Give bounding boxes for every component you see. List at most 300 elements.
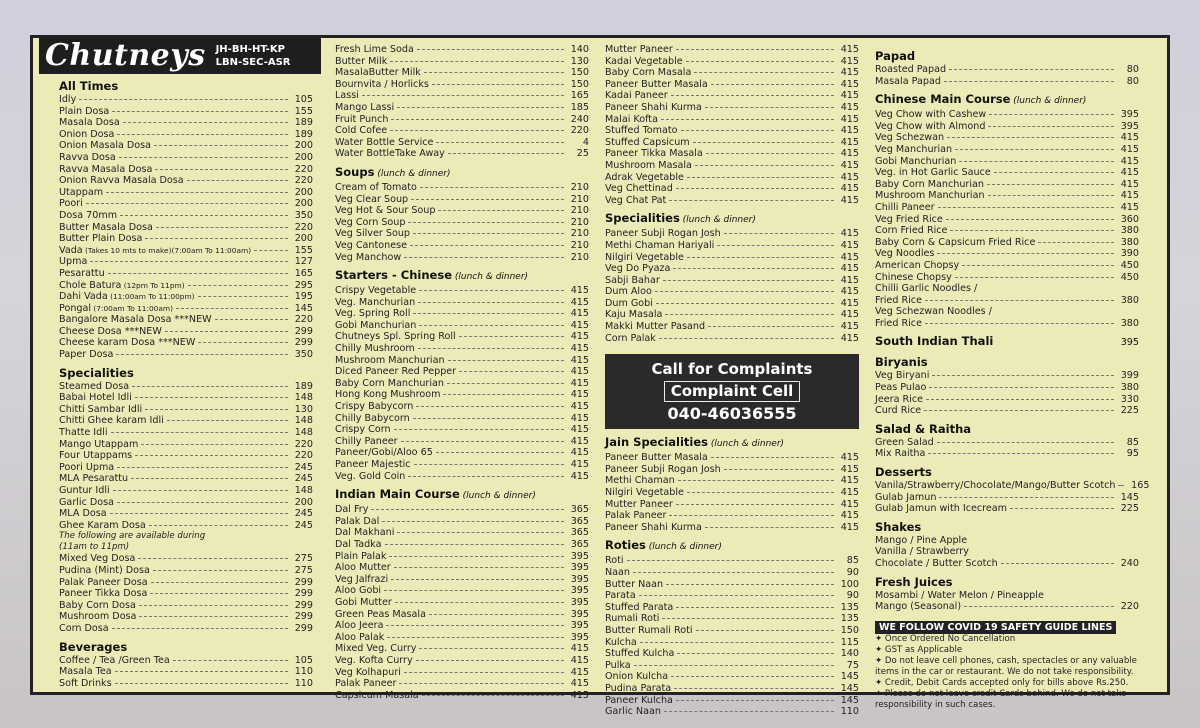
complaint-phone[interactable]: 040-46036555 [667, 404, 797, 424]
item-price: 415 [840, 251, 859, 263]
dot-leader [695, 165, 834, 166]
dot-leader [187, 180, 288, 181]
item-name: MasalaButter Milk [335, 67, 421, 79]
item-name: Capsicum Masala [335, 689, 419, 701]
dot-leader [687, 492, 834, 493]
menu-item [605, 499, 859, 511]
item-price: 110 [840, 706, 859, 718]
menu-item [335, 574, 589, 586]
menu-item [335, 228, 589, 240]
item-name: Lassi [335, 90, 359, 102]
menu-item [59, 175, 313, 187]
item-price: 150 [570, 67, 589, 79]
menu-item [59, 381, 313, 393]
section-heading [875, 49, 1139, 64]
menu-item [59, 678, 313, 690]
item-price: 415 [570, 343, 589, 355]
menu-item [605, 510, 859, 522]
item-name: Chilly Mushroom [335, 343, 415, 355]
item-name: Chitti Ghee karam Idli [59, 415, 164, 427]
complaint-cell-label: Complaint Cell [664, 381, 801, 402]
item-price: 189 [294, 128, 313, 140]
dot-leader [711, 457, 834, 458]
branch-codes: JH-BH-HT-KP LBN-SEC-ASR [215, 44, 291, 68]
item-price: 220 [1120, 601, 1139, 613]
covid-note: ✦ Please do not leave credit Cards behind. We do not take responsibility in such cases. [875, 688, 1127, 710]
menu-item [605, 590, 859, 602]
item-price: 220 [294, 438, 313, 450]
dot-leader [418, 302, 564, 303]
menu-item [59, 314, 313, 326]
item-price: 395 [570, 573, 589, 585]
menu-item [605, 660, 859, 672]
item-price: 415 [840, 498, 859, 510]
dot-leader [964, 606, 1114, 607]
menu-item [335, 585, 589, 597]
item-name: Paneer Majestic [335, 459, 411, 470]
item-name: Cheese Dosa ***NEW [59, 325, 162, 337]
item-name: Veg Jalfrazi [335, 573, 389, 585]
item-price: 415 [840, 475, 859, 487]
dot-leader [138, 558, 288, 559]
item-price: 415 [840, 90, 859, 102]
item-name: Methi Chaman [605, 475, 675, 487]
dot-leader [362, 95, 564, 96]
dot-leader [459, 336, 564, 337]
item-price: 415 [570, 401, 589, 413]
menu-item [335, 667, 589, 679]
menu-item [335, 366, 589, 378]
menu-item [59, 553, 313, 565]
menu-item [605, 79, 859, 91]
covid-note: ✦ Credit, Debit Cards accepted only for bills above Rs.250. [875, 677, 1129, 688]
dot-leader [946, 219, 1114, 220]
item-name: Garlic Dosa [59, 496, 115, 508]
menu-item [335, 56, 589, 68]
item-name: Nilgiri Vegetable [605, 487, 684, 499]
item-name: Pulka [605, 659, 631, 671]
dot-leader [676, 700, 834, 701]
menu-item [875, 64, 1139, 76]
item-name: Chinese Chopsy [875, 271, 952, 283]
dot-leader [108, 273, 288, 274]
item-price: 210 [570, 205, 589, 217]
item-price: 415 [570, 354, 589, 366]
item-name: Ravva Masala Dosa [59, 163, 153, 175]
item-price: 299 [294, 576, 313, 588]
dot-leader [694, 72, 834, 73]
item-price: 148 [294, 392, 313, 404]
menu-item [59, 349, 313, 361]
item-name: Crispy Corn [335, 424, 391, 436]
dot-leader [111, 432, 288, 433]
item-price: 299 [294, 622, 313, 634]
item-name: Ghee Karam Dosa [59, 519, 146, 531]
menu-item [605, 452, 859, 464]
item-price: 80 [1126, 75, 1139, 87]
item-price: 390 [1120, 248, 1139, 260]
item-price: 90 [846, 590, 859, 602]
item-price: 415 [570, 308, 589, 320]
item-name: Gobi Manchurian [875, 155, 957, 167]
dot-leader [925, 323, 1114, 324]
menu-item [335, 690, 589, 702]
item-price: 145 [1120, 491, 1139, 503]
item-name: Dahi Vada (11:00am To 11:00pm) [59, 291, 195, 303]
dot-leader [666, 584, 834, 585]
item-price: 415 [840, 487, 859, 499]
item-name: Paneer Shahi Kurma [605, 521, 702, 533]
item-name: Dal Makhani [335, 527, 395, 539]
dot-leader [389, 556, 564, 557]
column-1-list [59, 79, 313, 689]
menu-note: Mosambi / Water Melon / Pineapple [875, 589, 1044, 601]
item-price: 189 [294, 380, 313, 392]
item-name: Dosa 70mm [59, 209, 118, 221]
covid-note: ✦ Do not leave cell phones, cash, spectacles or any valuable items in the car or restaurant. We do not take responsibility. [875, 655, 1137, 677]
item-name: Baby Corn Masala [605, 67, 692, 79]
item-name: Onion Kulcha [605, 671, 669, 683]
dot-leader [173, 660, 288, 661]
item-name: Coffee / Tea /Green Tea [59, 654, 170, 666]
item-price: 148 [294, 415, 313, 427]
dot-leader [673, 268, 834, 269]
menu-item [875, 492, 1139, 504]
menu-item [59, 439, 313, 451]
item-name: Chilly Paneer [335, 435, 398, 447]
menu-item [335, 217, 589, 229]
section-heading [335, 165, 589, 182]
item-name: Corn Dosa [59, 622, 109, 634]
item-price: 220 [294, 450, 313, 462]
item-price: 75 [846, 659, 859, 671]
dot-leader [640, 642, 834, 643]
section-title: Specialities [59, 365, 134, 380]
item-price: 360 [1120, 213, 1139, 225]
menu-item [605, 90, 859, 102]
item-price: 189 [294, 117, 313, 129]
item-price: 415 [840, 510, 859, 522]
menu-item [335, 137, 589, 149]
item-price: 148 [294, 427, 313, 439]
item-timing: (11:00am To 11:00pm) [107, 292, 195, 302]
dot-leader [139, 616, 288, 617]
menu-item [605, 683, 859, 695]
menu-column-4 [875, 44, 1150, 711]
menu-note: Vanilla / Strawberry [875, 546, 969, 558]
dot-leader [717, 245, 834, 246]
menu-item [875, 272, 1139, 284]
column-2-list [335, 44, 589, 701]
item-price: 415 [840, 159, 859, 171]
section-heading [875, 355, 1139, 370]
item-price: 415 [840, 321, 859, 333]
dot-leader [418, 348, 564, 349]
dot-leader [254, 250, 288, 251]
dot-leader [724, 469, 834, 470]
menu-item [875, 295, 1139, 307]
dot-leader [188, 285, 288, 286]
item-price: 127 [294, 256, 313, 268]
dot-leader [436, 142, 564, 143]
item-price: 299 [294, 611, 313, 623]
item-price: 200 [294, 140, 313, 152]
dot-leader [988, 195, 1114, 196]
item-name: Veg Manchurian [875, 143, 953, 155]
item-name: Palak Dal [335, 515, 380, 527]
menu-item [875, 601, 1139, 613]
dot-leader [429, 614, 564, 615]
item-price: 380 [1120, 236, 1139, 248]
item-name: Butter Plain Dosa [59, 233, 143, 245]
item-price: 200 [294, 151, 313, 163]
dot-leader [937, 442, 1114, 443]
menu-item [59, 210, 313, 222]
item-name: Fruit Punch [335, 113, 389, 125]
item-price: 275 [294, 564, 313, 576]
item-price: 415 [840, 67, 859, 79]
item-price: 145 [294, 302, 313, 314]
dot-leader [395, 602, 564, 603]
dot-leader [711, 84, 834, 85]
item-name: Gobi Manchurian [335, 319, 417, 331]
menu-item [59, 600, 313, 612]
item-name: Poori Upma [59, 461, 115, 473]
complaint-box [605, 354, 859, 429]
menu-item [605, 695, 859, 707]
dot-leader [79, 99, 288, 100]
dot-leader [962, 265, 1114, 266]
menu-item [605, 567, 859, 579]
section-heading [605, 435, 859, 452]
covid-heading: WE FOLLOW COVID 19 SAFETY GUIDE LINES [875, 621, 1116, 634]
item-price: 95 [1126, 448, 1139, 460]
menu-item [335, 643, 589, 655]
item-price: 415 [570, 319, 589, 331]
item-price: 165 [294, 267, 313, 279]
item-name: Garlic Naan [605, 706, 661, 718]
item-price: 415 [840, 239, 859, 251]
item-name: Mango Utappam [59, 438, 139, 450]
item-price: 150 [840, 624, 859, 636]
item-name: Gobi Mutter [335, 596, 392, 608]
item-name: Dum Gobi [605, 297, 653, 309]
dot-leader [123, 122, 288, 123]
menu-item [59, 268, 313, 280]
menu-item [875, 558, 1139, 570]
menu-item [605, 102, 859, 114]
item-price: 415 [840, 44, 859, 55]
menu-item [59, 233, 313, 245]
section-hours: (lunch & dinner) [645, 542, 722, 553]
column-3b-list [605, 435, 859, 717]
item-name: Water Bottle Service [335, 136, 434, 148]
item-price: 110 [294, 666, 313, 678]
item-name: Aloo Palak [335, 631, 385, 643]
menu-item [335, 297, 589, 309]
menu-item [605, 148, 859, 160]
item-price: 395 [570, 631, 589, 643]
section-hours: (lunch & dinner) [452, 272, 529, 283]
section-heading [59, 640, 313, 655]
item-price: 450 [1120, 271, 1139, 283]
item-name: Chocolate / Butter Scotch [875, 558, 998, 569]
item-name: Onion Dosa [59, 128, 115, 140]
item-name: Veg Manchow [335, 251, 402, 263]
section-hours: (lunch & dinner) [374, 168, 451, 179]
dot-leader [1010, 508, 1114, 509]
item-name: Naan [605, 567, 631, 578]
dot-leader [705, 107, 834, 108]
item-price: 135 [840, 613, 859, 625]
menu-item [59, 450, 313, 462]
dot-leader [390, 130, 564, 131]
item-name: Crispy Babycorn [335, 401, 414, 413]
dot-leader [198, 342, 288, 343]
dot-leader [417, 49, 564, 50]
menu-item [605, 228, 859, 240]
item-name: Rumali Roti [605, 613, 660, 625]
item-price: 415 [1120, 155, 1139, 167]
menu-item [59, 462, 313, 474]
menu-item [335, 148, 589, 160]
dot-leader [925, 300, 1114, 301]
menu-item [335, 102, 589, 114]
item-name: Babai Hotel Idli [59, 392, 132, 404]
dot-leader [994, 172, 1114, 173]
menu-item [59, 473, 313, 485]
menu-item [605, 706, 859, 718]
item-name: Mango Lassi [335, 101, 395, 113]
dot-leader [438, 210, 564, 211]
item-name: Fresh Lime Soda [335, 44, 414, 55]
item-name: Baby Corn Manchurian [335, 377, 444, 389]
item-price: 350 [294, 209, 313, 221]
item-name: American Chopsy [875, 259, 960, 271]
dot-leader [938, 207, 1114, 208]
dot-leader [215, 319, 288, 320]
menu-item [605, 125, 859, 137]
section-heading [875, 92, 1139, 109]
menu-item [605, 333, 859, 345]
item-price: 395 [570, 562, 589, 574]
menu-item [605, 602, 859, 614]
item-name: Hong Kong Mushroom [335, 389, 441, 401]
item-price: 415 [570, 447, 589, 459]
item-name: Veg Cantonese [335, 239, 408, 251]
item-price: 245 [294, 508, 313, 520]
dot-leader [950, 230, 1114, 231]
menu-item [875, 394, 1139, 406]
item-timing: (Takes 10 mts to make)(7:00am To 11:00am) [82, 245, 252, 255]
section-hours: (lunch & dinner) [1010, 96, 1087, 107]
menu-item [59, 508, 313, 520]
item-name: Malai Kofta [605, 113, 658, 125]
item-name: Adrak Vegetable [605, 171, 684, 183]
menu-item [335, 125, 589, 137]
item-name: Paper Dosa [59, 349, 114, 361]
dot-leader [386, 625, 564, 626]
item-price: 245 [294, 519, 313, 531]
dot-leader [112, 628, 288, 629]
item-price: 415 [570, 412, 589, 424]
item-price: 399 [1120, 370, 1139, 382]
item-name: Aloo Mutter [335, 562, 391, 574]
item-price: 155 [294, 105, 313, 117]
menu-item [875, 405, 1139, 417]
dot-leader [411, 199, 564, 200]
dot-leader [110, 513, 288, 514]
item-name: Baby Corn Dosa [59, 599, 136, 611]
item-name: Green Peas Masala [335, 608, 426, 620]
item-name: Corn Fried Rice [875, 225, 948, 237]
item-name: Plain Palak [335, 550, 387, 562]
item-price: 240 [1120, 558, 1139, 569]
menu-item [59, 245, 313, 257]
item-name: Bangalore Masala Dosa ***NEW [59, 314, 212, 326]
item-name: Corn Palak [605, 332, 656, 344]
dot-leader [413, 313, 564, 314]
dot-leader [113, 490, 288, 491]
dot-leader [447, 383, 564, 384]
item-name: Poori [59, 198, 83, 210]
menu-item [605, 555, 859, 567]
menu-column-2 [335, 44, 589, 701]
item-name: Mutter Paneer [605, 498, 673, 510]
dot-leader [404, 257, 564, 258]
item-name: Veg Biryani [875, 370, 930, 382]
dot-leader [678, 480, 834, 481]
item-name: Veg Chat Pat [605, 194, 667, 206]
item-price: 415 [570, 666, 589, 678]
item-price: 365 [570, 515, 589, 527]
item-name: Butter Milk [335, 55, 388, 67]
dot-leader [937, 253, 1114, 254]
item-price: 245 [294, 473, 313, 485]
item-price: 415 [570, 678, 589, 690]
dot-leader [947, 137, 1114, 138]
dot-leader [663, 280, 834, 281]
dot-leader [662, 618, 834, 619]
item-price: 200 [294, 198, 313, 210]
item-price: 85 [1126, 436, 1139, 448]
item-price: 210 [570, 193, 589, 205]
menu-note: (11am to 11pm) [59, 542, 130, 553]
menu-item [605, 487, 859, 499]
dot-leader [371, 509, 564, 510]
menu-item [59, 117, 313, 129]
item-name: Dal Fry [335, 504, 369, 516]
item-name: Pudina (Mint) Dosa [59, 564, 150, 576]
menu-item [59, 129, 313, 141]
menu-item [605, 172, 859, 184]
item-price: 415 [570, 331, 589, 343]
menu-item [875, 76, 1139, 88]
section-title: Beverages [59, 639, 128, 654]
dot-leader [176, 308, 288, 309]
menu-item [335, 79, 589, 91]
menu-item [335, 527, 589, 539]
menu-item [605, 137, 859, 149]
dot-leader [419, 648, 564, 649]
item-name: Chilli Paneer [875, 201, 935, 213]
item-price: 380 [1120, 294, 1139, 306]
menu-item [59, 152, 313, 164]
dot-leader [708, 326, 834, 327]
dot-leader [424, 72, 564, 73]
menu-item [875, 225, 1139, 237]
menu-item [59, 415, 313, 427]
